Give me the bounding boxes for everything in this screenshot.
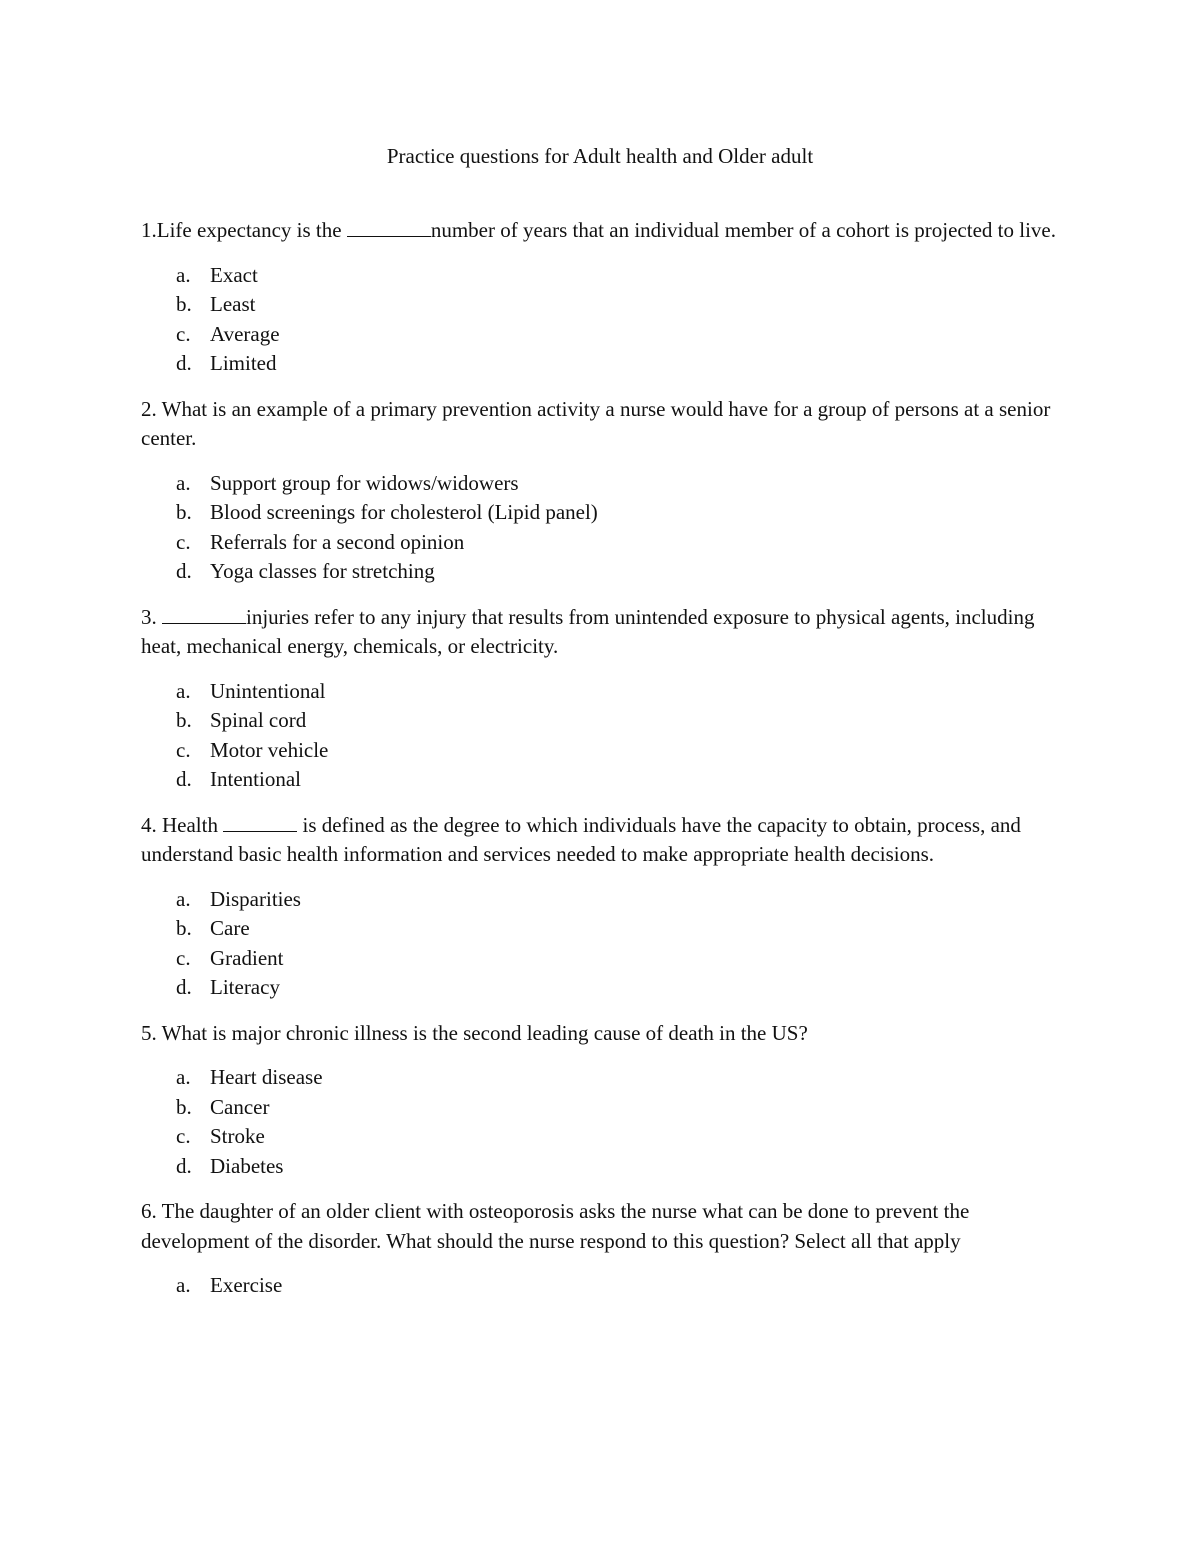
question-1-stem — [141, 216, 1059, 246]
question-2-option-b — [141, 498, 1059, 528]
option-letter: a. — [176, 678, 191, 703]
option-text: Intentional — [210, 767, 301, 791]
option-letter: c. — [176, 1124, 191, 1148]
option-text: Gradient — [210, 945, 284, 970]
option-text: Limited — [210, 351, 277, 375]
question-3-option-a — [141, 677, 1059, 707]
question-1-option-b — [141, 290, 1059, 320]
option-text: Diabetes — [210, 1153, 284, 1178]
question-4 — [141, 811, 1059, 1003]
document-title: Practice questions for Adult health and Older adult — [386, 144, 814, 168]
option-letter: a. — [176, 262, 191, 287]
question-5-option-a — [141, 1063, 1059, 1093]
question-5-text: 5. What is major chronic illness is the second leading cause of death in the US? — [141, 1020, 808, 1045]
question-1-text-end: number of years that an individual member of a cohort is projected to live. — [430, 218, 1056, 242]
option-letter: a. — [176, 470, 191, 495]
question-3-options — [141, 677, 1059, 795]
question-1-option-a — [141, 261, 1059, 291]
question-4-option-a — [141, 885, 1059, 915]
question-1-options — [141, 261, 1059, 379]
option-text: Care — [210, 916, 250, 940]
question-1-option-d — [141, 349, 1059, 379]
question-4-text-end: is defined as the degree to which individuals have the capacity to obtain, process, and understand basic health information and services needed to make appropriate health decisions. — [141, 812, 1021, 866]
question-5-option-b — [141, 1093, 1059, 1123]
question-5-stem — [141, 1019, 1059, 1049]
question-2-option-a — [141, 469, 1059, 499]
option-text: Heart disease — [210, 1065, 323, 1089]
option-text: Yoga classes for stretching — [210, 559, 435, 583]
question-6-stem — [141, 1197, 1059, 1256]
option-text: Literacy — [210, 975, 280, 999]
option-letter: d. — [176, 1153, 192, 1178]
option-text: Exact — [210, 262, 258, 287]
question-2-stem — [141, 395, 1059, 454]
question-1 — [141, 216, 1059, 379]
question-list — [141, 216, 1059, 1301]
question-1-blank — [347, 218, 431, 237]
option-letter: b. — [176, 500, 192, 524]
question-4-options — [141, 885, 1059, 1003]
question-4-option-d — [141, 973, 1059, 1003]
question-2-option-d — [141, 557, 1059, 587]
question-3 — [141, 603, 1059, 795]
option-letter: b. — [176, 916, 192, 940]
question-4-text-start: 4. Health — [141, 812, 224, 837]
question-5 — [141, 1019, 1059, 1182]
option-letter: c. — [176, 321, 191, 346]
option-letter: c. — [176, 737, 191, 762]
question-6-option-a — [141, 1271, 1059, 1301]
option-text: Motor vehicle — [210, 737, 329, 762]
question-4-stem — [141, 811, 1059, 870]
question-3-option-c — [141, 736, 1059, 766]
question-3-text-end: injuries refer to any injury that results from unintended exposure to physical agents, including heat, mechanical energy, chemicals, or electricity. — [141, 604, 1035, 658]
question-4-blank — [223, 813, 297, 832]
option-letter: b. — [176, 1094, 192, 1119]
option-letter: b. — [176, 708, 192, 732]
option-letter: b. — [176, 292, 192, 316]
option-letter: d. — [176, 767, 192, 791]
option-text: Blood screenings for cholesterol (Lipid panel) — [210, 500, 598, 524]
question-2-options — [141, 469, 1059, 587]
question-6 — [141, 1197, 1059, 1301]
option-text: Referrals for a second opinion — [210, 529, 465, 554]
option-letter: d. — [176, 559, 192, 583]
option-text: Spinal cord — [210, 708, 307, 732]
question-1-option-c — [141, 320, 1059, 350]
document-page — [141, 140, 1059, 1301]
question-1-text-start: 1.Life expectancy is the — [141, 218, 347, 242]
option-letter: d. — [176, 975, 192, 999]
question-6-text: 6. The daughter of an older client with osteoporosis asks the nurse what can be done to prevent the development of the disorder. What should the nurse respond to this question? Select all that apply — [141, 1199, 970, 1253]
question-2-option-c — [141, 528, 1059, 558]
question-6-options — [141, 1271, 1059, 1301]
option-text: Exercise — [210, 1273, 283, 1297]
option-text: Stroke — [210, 1124, 265, 1148]
option-text: Unintentional — [210, 678, 326, 703]
question-3-option-d — [141, 765, 1059, 795]
question-3-option-b — [141, 706, 1059, 736]
question-2 — [141, 395, 1059, 587]
question-2-text: 2. What is an example of a primary prevention activity a nurse would have for a group of persons at a senior center. — [141, 396, 1051, 450]
question-3-blank — [162, 605, 246, 624]
question-4-option-c — [141, 944, 1059, 974]
question-3-stem — [141, 603, 1059, 662]
option-letter: a. — [176, 1065, 191, 1089]
option-text: Cancer — [210, 1094, 270, 1119]
option-letter: c. — [176, 945, 191, 970]
option-letter: d. — [176, 351, 192, 375]
question-5-options — [141, 1063, 1059, 1181]
option-letter: c. — [176, 529, 191, 554]
option-text: Support group for widows/widowers — [210, 470, 519, 495]
option-letter: a. — [176, 886, 191, 911]
question-5-option-d — [141, 1152, 1059, 1182]
option-text: Average — [210, 321, 280, 346]
question-4-option-b — [141, 914, 1059, 944]
option-letter: a. — [176, 1273, 191, 1297]
question-3-text-start: 3. — [141, 604, 162, 629]
question-5-option-c — [141, 1122, 1059, 1152]
option-text: Disparities — [210, 886, 301, 911]
option-text: Least — [210, 292, 256, 316]
